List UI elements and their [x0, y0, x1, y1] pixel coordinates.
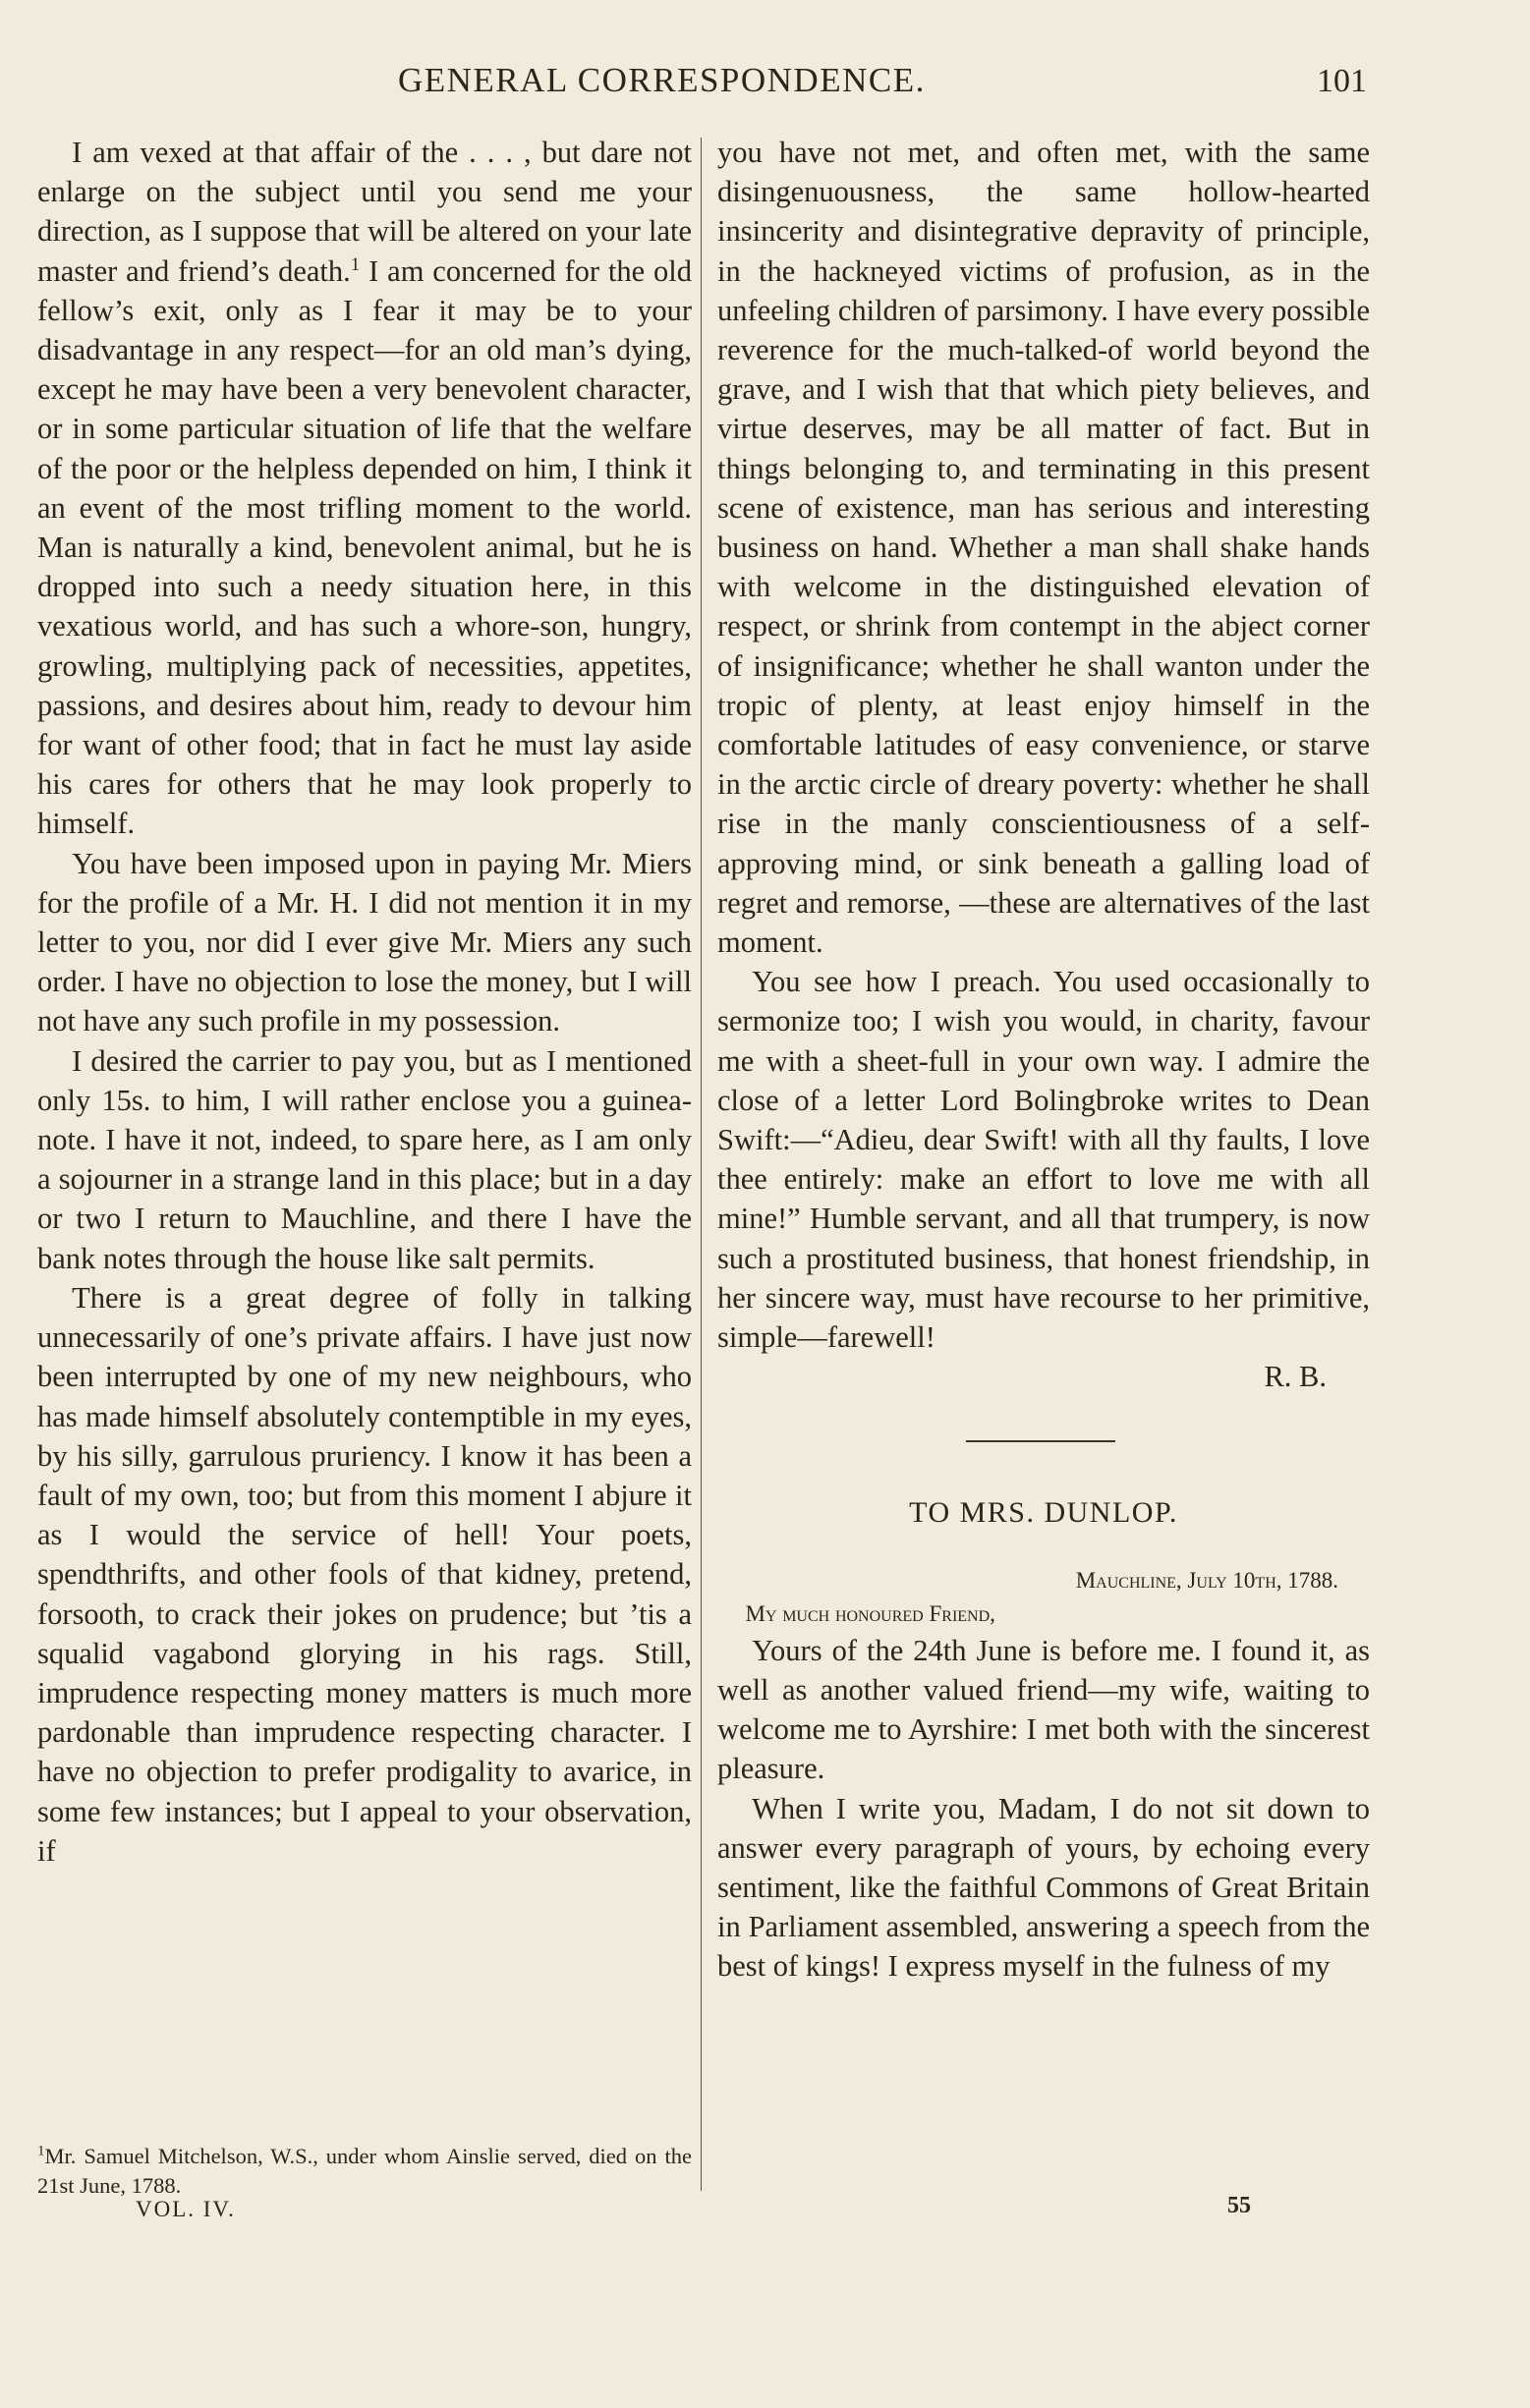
letter-dateline: Mauchline, July 10th, 1788. — [1075, 1567, 1338, 1593]
running-head: GENERAL CORRESPONDENCE. — [398, 61, 926, 99]
footnote — [37, 2142, 692, 2201]
column-divider — [701, 138, 702, 2191]
left-paragraph-3: I desired the carrier to pay you, but as I mentioned only 15s. to him, I will rather enclose you a guinea-note. I have it not, indeed, to spare here, as I am only a sojourner in a strange land in this place; but in a day or two I return to Mauchline, and there I have the bank notes through the house like salt permits. — [37, 1043, 692, 1275]
page-number: 101 — [1317, 63, 1367, 99]
left-paragraph-1-text-a: I am vexed at that affair of the . . . , but dare not enlarge on the subject until you send me your direction, as I suppose that will be altered on your late master and friend’s death. — [37, 136, 692, 288]
footnote-text: Mr. Samuel Mitchelson, W.S., under whom Ainslie served, died on the 21st June, 1788. — [37, 2144, 692, 2198]
section-divider — [966, 1440, 1115, 1442]
footnote-marker: 1 — [37, 2143, 45, 2159]
left-column — [37, 133, 692, 1871]
footnote-reference: 1 — [350, 253, 361, 275]
volume-signature: VOL. IV. — [136, 2197, 236, 2221]
page-header — [0, 61, 1530, 110]
section-title: TO MRS. DUNLOP. — [909, 1495, 1178, 1529]
right-paragraph-4: When I write you, Madam, I do not sit down to answer every paragraph of yours, by echoing every sentiment, like the faithful Commons of Great Britain in Parliament assembled, answering a speech from the best of kings! I express myself in the fulness of my — [717, 1791, 1370, 1984]
left-paragraph-4: There is a great degree of folly in talking unnecessarily of one’s private affairs. I have just now been interrupted by one of my new neighbours, who has made himself absolutely contemptible in my eyes, by his silly, garrulous pruriency. I know it has been a fault of my own, too; but from this moment I abjure it as I would the service of hell! Your poets, spendthrifts, and other fools of that kidney, pretend, forsooth, to crack their jokes on prudence; but ’tis a squalid vagabond glorying in his rags. Still, imprudence respecting money matters is much more pardonable than imprudence respecting character. I have no objection to prefer prodigality to avarice, in some few instances; but I appeal to your observation, if — [37, 1280, 692, 1868]
left-paragraph-1 — [37, 133, 692, 844]
right-column — [717, 133, 1370, 1987]
left-paragraph-1-text-b: I am concerned for the old fellow’s exit, only as I fear it may be to your disadvantage in any respect—for an old man’s dying, except he may have been a very benevolent character, or in some particular situation of life that the welfare of the poor or the helpless depended on him, I think it an event of the most trifling moment to the world. Man is naturally a kind, benevolent animal, but he is dropped into such a needy situation here, in this vexatious world, and has such a whore-son, hungry, growling, multiplying pack of necessities, appetites, passions, and desires about him, ready to devour him for want of other food; that in fact he must lay aside his cares for others that he may look properly to himself. — [37, 253, 692, 841]
letter-salutation: My much honoured Friend, — [745, 1600, 995, 1626]
sheet-number: 55 — [1227, 2193, 1251, 2218]
left-paragraph-2: You have been imposed upon in paying Mr. Miers for the profile of a Mr. H. I did not mention it in my letter to you, nor did I ever give Mr. Miers any such order. I have no objection to lose the money, but I will not have any such profile in my possession. — [37, 846, 692, 1038]
right-paragraph-2: You see how I preach. You used occasionally to sermonize too; I wish you would, in charity, favour me with a sheet-full in your own way. I admire the close of a letter Lord Bolingbroke writes to Dean Swift:—“Adieu, dear Swift! with all thy faults, I love thee entirely: make an effort to love me with all mine!” Humble servant, and all that trumpery, is now such a prostituted business, that honest friendship, in her sincere way, must have recourse to her primitive, simple—farewell! — [717, 965, 1370, 1355]
letter-signoff: R. B. — [1264, 1360, 1327, 1394]
right-paragraph-1: you have not met, and often met, with the same disingenuousness, the same hollow-hearted insincerity and disintegrative depravity of principle, in the hackneyed victims of profusion, as in the unfeeling children of parsimony. I have every possible reverence for the much-talked-of world beyond the grave, and I wish that that which piety believes, and virtue deserves, may be all matter of fact. But in things belonging to, and terminating in this present scene of existence, man has serious and interesting business on hand. Whether a man shall shake hands with welcome in the distinguished elevation of respect, or shrink from contempt in the abject corner of insignificance; whether he shall wanton under the tropic of plenty, at least enjoy himself in the comfortable latitudes of easy convenience, or starve in the arctic circle of dreary poverty: whether he shall rise in the manly conscientiousness of a self-approving mind, or sink beneath a galling load of regret and remorse, —these are alternatives of the last moment. — [717, 136, 1370, 960]
right-paragraph-3: Yours of the 24th June is before me. I found it, as well as another valued friend—my wife, waiting to welcome me to Ayrshire: I met both with the sincerest pleasure. — [717, 1633, 1370, 1786]
